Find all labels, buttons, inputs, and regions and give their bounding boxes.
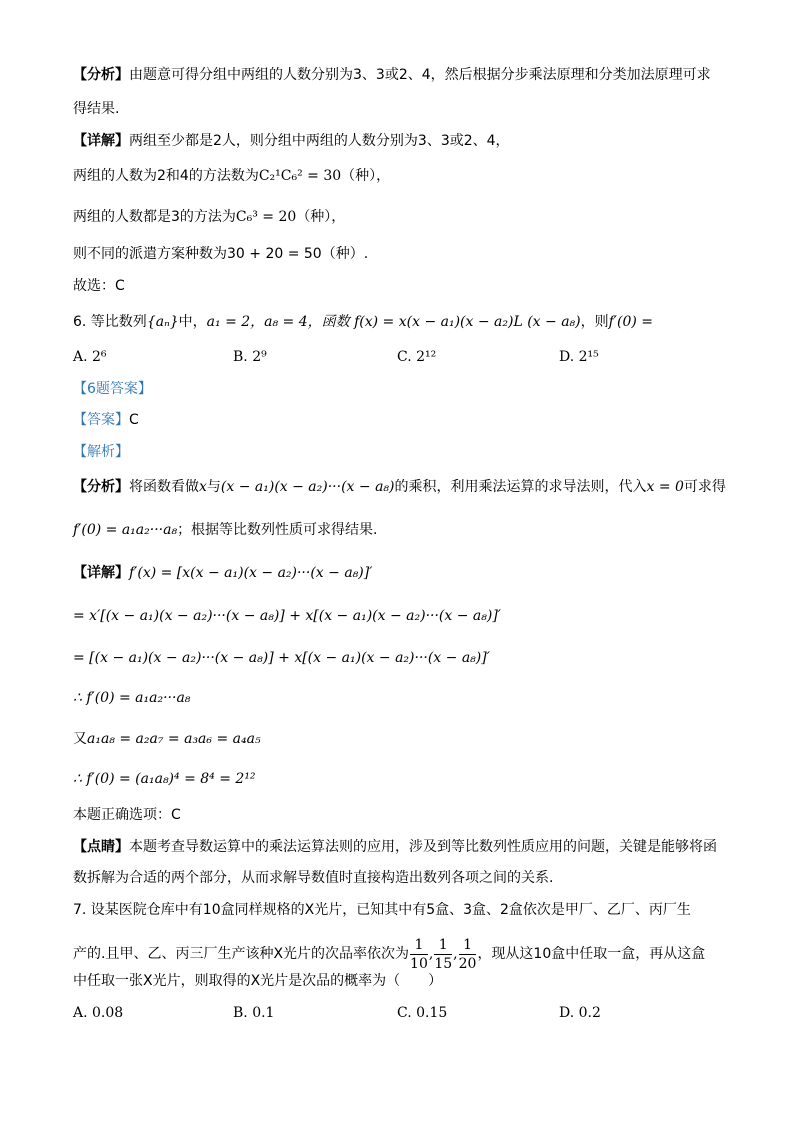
q7-fraction-3-den: 20 bbox=[458, 955, 477, 972]
q6-detail-step5 bbox=[73, 729, 734, 749]
q6-choice-b[interactable] bbox=[233, 347, 267, 367]
q5-detail-line1 bbox=[73, 131, 734, 151]
q6-stem-seq: {aₙ} bbox=[146, 314, 179, 330]
q7-stem-line2 bbox=[73, 934, 734, 974]
q5-answer bbox=[73, 276, 734, 296]
q6-step4: ∴ f′(0) = a₁a₂···a₈ bbox=[73, 690, 191, 706]
q7-choice-d[interactable] bbox=[559, 1003, 601, 1023]
q7-fraction-3-num: 1 bbox=[459, 936, 477, 955]
q6-comment-text1: 本题考查导数运算中的乘法运算法则的应用，涉及到等比数列性质应用的问题，关键是能够将函 bbox=[129, 839, 717, 855]
q7-fraction-sep-2: , bbox=[453, 946, 458, 962]
q6-stem-b: 中， bbox=[178, 314, 207, 330]
q6-detail-step2 bbox=[73, 606, 734, 626]
q6-comment-text2: 数拆解为合适的两个部分，从而求解导数值时直接构造出数列各项之间的关系. bbox=[73, 870, 554, 886]
q6-detail-step3 bbox=[73, 648, 734, 668]
q6-analysis-b: 与 bbox=[206, 479, 221, 495]
q6-jiexi-text: 【解析】 bbox=[73, 444, 129, 460]
q6-analysis-prod: (x − a₁)(x − a₂)···(x − a₈) bbox=[220, 479, 395, 495]
q6-choice-d-letter: D. bbox=[559, 349, 575, 365]
q5-analysis-tag: 【分析】 bbox=[73, 67, 129, 83]
q7-stem-text2b: ，现从这10盒中任取一盒，再从这盒 bbox=[477, 946, 706, 962]
q7-stem-line1 bbox=[73, 900, 734, 920]
q7-choice-b[interactable] bbox=[233, 1003, 274, 1023]
q7-stem-line3 bbox=[73, 971, 734, 991]
q6-analysis-c: 的乘积，利用乘法运算的求导法则，代入 bbox=[394, 479, 647, 495]
q5-analysis-text2: 得结果. bbox=[73, 101, 120, 117]
q6-analysis-x: x bbox=[199, 479, 207, 495]
q6-stem-a: 6. 等比数列 bbox=[73, 314, 147, 330]
q6-stem-ask: f′(0) = bbox=[608, 314, 653, 330]
q6-correct bbox=[73, 805, 734, 825]
q7-choice-d-letter: D. bbox=[559, 1005, 575, 1021]
q6-answer-tag: 【答案】 bbox=[73, 412, 129, 428]
q7-choice-a-value: 0.08 bbox=[92, 1005, 124, 1021]
q6-choice-d[interactable] bbox=[559, 347, 599, 367]
q5-line-a-text: 两组的人数为2和4的方法数为 bbox=[73, 168, 259, 184]
q6-analysis-line2 bbox=[73, 520, 734, 540]
q7-choice-c-letter: C. bbox=[397, 1005, 412, 1021]
q6-step3: = [(x − a₁)(x − a₂)···(x − a₈)] + x[(x − a₁)(x − a₂)···(x − a₈)]′ bbox=[73, 650, 490, 666]
q5-line-a-expr: C₂¹C₆² = 30 bbox=[258, 168, 342, 184]
q6-stem-func: f(x) = x(x − a₁)(x − a₂)L (x − a₈) bbox=[354, 314, 581, 330]
q6-analysis-line2-text: ；根据等比数列性质可求得结果. bbox=[177, 522, 378, 538]
q6-comment-line1 bbox=[73, 837, 734, 857]
q7-stem-text1: 7. 设某医院仓库中有10盒同样规格的X光片，已知其中有5盒、3盒、2盒依次是甲厂、乙厂、丙厂生 bbox=[73, 902, 691, 918]
q6-choice-c-value: 2¹² bbox=[416, 349, 437, 365]
q7-choice-a[interactable] bbox=[73, 1003, 123, 1023]
q6-analysis-d: 可求得 bbox=[683, 479, 726, 495]
q7-choice-c[interactable] bbox=[397, 1003, 447, 1023]
q7-fraction-1 bbox=[410, 936, 428, 973]
q5-line-b-text: 两组的人数都是3的方法为 bbox=[73, 209, 236, 225]
q6-choices bbox=[73, 347, 734, 367]
q5-answer-text: 故选：C bbox=[73, 278, 125, 294]
q6-step6: ∴ f′(0) = (a₁a₈)⁴ = 8⁴ = 2¹² bbox=[73, 771, 256, 787]
q7-choice-b-value: 0.1 bbox=[252, 1005, 275, 1021]
q6-step5-expr: a₁a₈ = a₂a₇ = a₃a₆ = a₄a₅ bbox=[87, 731, 261, 747]
q6-choice-a-letter: A. bbox=[73, 349, 88, 365]
q6-choice-a-value: 2⁶ bbox=[92, 349, 107, 365]
q7-choice-c-value: 0.15 bbox=[416, 1005, 448, 1021]
q7-choice-d-value: 0.2 bbox=[578, 1005, 601, 1021]
q6-answer bbox=[73, 410, 734, 430]
q6-choice-b-letter: B. bbox=[233, 349, 248, 365]
q6-answer-value: C bbox=[129, 412, 139, 428]
q5-analysis-line2 bbox=[73, 99, 734, 119]
q6-stem-cond: a₁ = 2，a₈ = 4，函数 bbox=[206, 314, 350, 330]
q7-fraction-3 bbox=[459, 936, 477, 973]
q5-line-b-tail: （种）， bbox=[296, 209, 346, 225]
q6-analysis-a: 将函数看做 bbox=[129, 479, 199, 495]
q6-step2: = x′[(x − a₁)(x − a₂)···(x − a₈)] + x[(x − a₁)(x − a₂)···(x − a₈)]′ bbox=[73, 608, 501, 624]
q5-detail-text1: 两组至少都是2人，则分组中两组的人数分别为3、3或2、4， bbox=[129, 133, 510, 149]
q6-choice-d-value: 2¹⁵ bbox=[578, 349, 599, 365]
q6-stem bbox=[73, 312, 734, 332]
q6-stem-c: ，则 bbox=[580, 314, 609, 330]
q6-heading-text: 【6题答案】 bbox=[73, 381, 152, 397]
q6-detail-tag: 【详解】 bbox=[73, 565, 129, 581]
q6-step5-text: 又 bbox=[73, 731, 87, 747]
q5-line-a bbox=[73, 166, 734, 186]
q6-detail-step4 bbox=[73, 688, 734, 708]
q6-choice-c[interactable] bbox=[397, 347, 436, 367]
q7-choice-b-letter: B. bbox=[233, 1005, 248, 1021]
q6-jiexi bbox=[73, 442, 734, 462]
q6-choice-b-value: 2⁹ bbox=[252, 349, 267, 365]
q6-heading bbox=[73, 379, 734, 399]
q7-fraction-2 bbox=[434, 936, 452, 973]
q5-analysis-text1: 由题意可得分组中两组的人数分别为3、3或2、4，然后根据分步乘法原理和分类加法原理可求 bbox=[129, 67, 711, 83]
q5-line-c bbox=[73, 244, 734, 264]
q6-analysis-tag: 【分析】 bbox=[73, 479, 129, 495]
q6-choice-a[interactable] bbox=[73, 347, 107, 367]
q7-stem-text2a: 产的.且甲、乙、丙三厂生产该种X光片的次品率依次为 bbox=[73, 946, 410, 962]
q6-correct-text: 本题正确选项：C bbox=[73, 807, 181, 823]
q6-analysis-line1 bbox=[73, 477, 734, 497]
q7-fraction-1-num: 1 bbox=[410, 936, 428, 955]
q7-fraction-2-den: 15 bbox=[434, 955, 453, 972]
q7-choice-a-letter: A. bbox=[73, 1005, 88, 1021]
q5-line-c-text: 则不同的派遣方案种数为30 + 20 = 50（种）. bbox=[73, 246, 369, 262]
q5-line-a-tail: （种）， bbox=[341, 168, 391, 184]
q5-line-b-expr: C₆³ = 20 bbox=[235, 209, 297, 225]
q6-comment-line2 bbox=[73, 868, 734, 888]
q7-fraction-2-num: 1 bbox=[434, 936, 452, 955]
q5-detail-tag: 【详解】 bbox=[73, 133, 129, 149]
q6-step1: f′(x) = [x(x − a₁)(x − a₂)···(x − a₈)]′ bbox=[129, 565, 373, 581]
q6-detail-step1 bbox=[73, 563, 734, 583]
q7-choices bbox=[73, 1003, 734, 1023]
q7-stem-text3: 中任取一张X光片，则取得的X光片是次品的概率为（ ） bbox=[73, 973, 443, 989]
q6-analysis-x0: x = 0 bbox=[646, 479, 684, 495]
q6-choice-c-letter: C. bbox=[397, 349, 412, 365]
q6-analysis-line2-expr: f′(0) = a₁a₂···a₈ bbox=[73, 522, 178, 538]
q6-comment-tag: 【点睛】 bbox=[73, 839, 129, 855]
q5-analysis-line1 bbox=[73, 65, 734, 85]
q7-fraction-1-den: 10 bbox=[410, 955, 428, 972]
q6-detail-step6 bbox=[73, 769, 734, 789]
q5-line-b bbox=[73, 207, 734, 227]
q7-fraction-sep-1: , bbox=[428, 946, 434, 962]
